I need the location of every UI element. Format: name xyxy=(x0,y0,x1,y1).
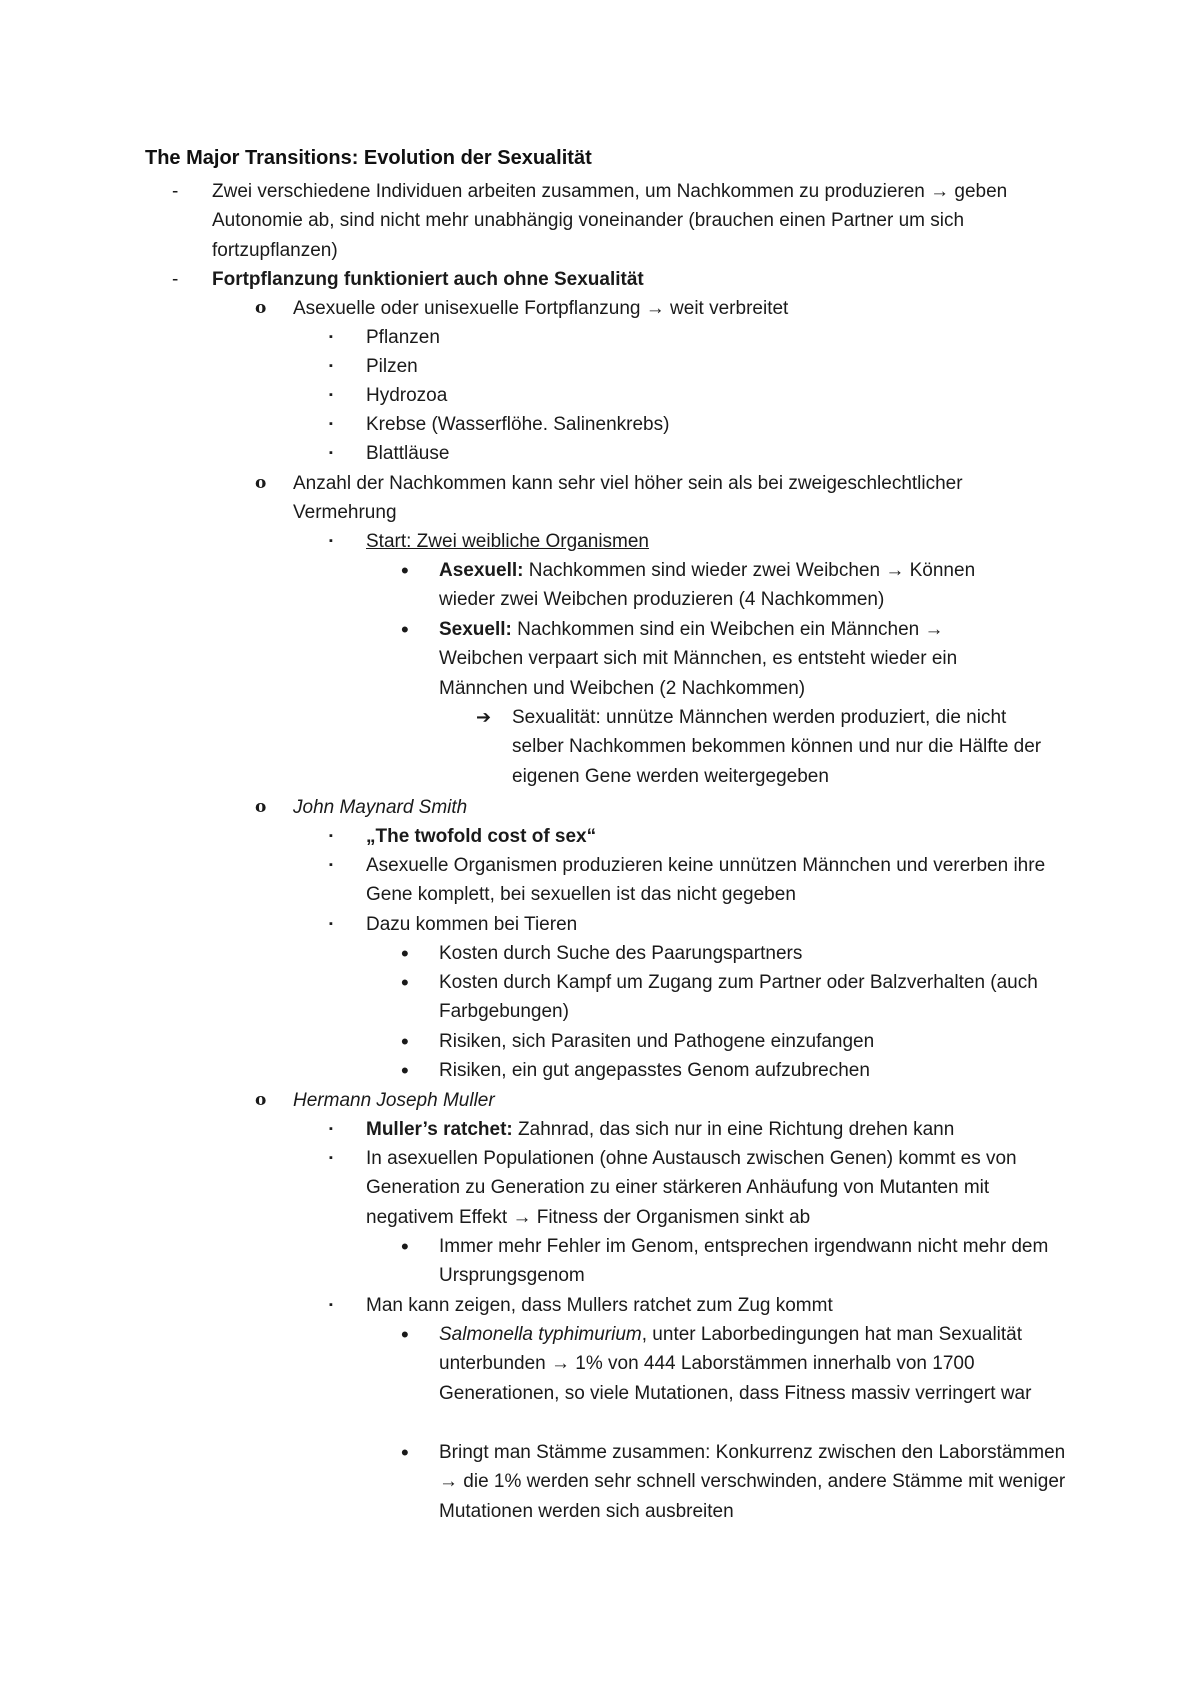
circle-bullet-icon: o xyxy=(255,1090,267,1110)
item-text: Bringt man Stämme zusammen: Konkurrenz zwischen den Laborstämmen → die 1% werden sehr schnell verschwinden, andere Stämme mit weniger Mutationen werden sich ausbreiten xyxy=(439,1442,1066,1522)
item-text: Dazu kommen bei Tieren xyxy=(366,914,578,935)
dot-bullet-icon: • xyxy=(401,617,409,642)
dot-bullet-icon: • xyxy=(401,1029,409,1054)
dot-bullet-icon: • xyxy=(401,1322,409,1347)
list-item xyxy=(329,1144,1076,1232)
list-item xyxy=(329,1115,1086,1144)
list-item xyxy=(255,1086,1033,1115)
list-item xyxy=(329,1291,1066,1320)
list-item xyxy=(401,556,1019,615)
square-bullet-icon: ▪ xyxy=(329,1299,333,1311)
list-item xyxy=(329,851,1066,910)
list-item xyxy=(476,703,1062,791)
item-label: Muller’s ratchet: xyxy=(366,1119,513,1140)
item-text: Krebse (Wasserflöhe. Salinenkrebs) xyxy=(366,414,670,435)
item-text: „The twofold cost of sex“ xyxy=(366,826,597,847)
item-text: Kosten durch Kampf um Zugang zum Partner oder Balzverhalten (auch Farbgebungen) xyxy=(439,972,1038,1023)
circle-bullet-icon: o xyxy=(255,298,267,318)
square-bullet-icon: ▪ xyxy=(329,535,333,547)
square-bullet-icon: ▪ xyxy=(329,360,333,372)
dash-bullet-icon: - xyxy=(172,269,179,290)
item-label: Asexuell: xyxy=(439,560,524,581)
item-text: Immer mehr Fehler im Genom, entsprechen irgendwann nicht mehr dem Ursprungsgenom xyxy=(439,1236,1049,1287)
item-text: Zahnrad, das sich nur in eine Richtung drehen kann xyxy=(518,1119,955,1140)
item-text: Blattläuse xyxy=(366,443,450,464)
item-text: Man kann zeigen, dass Mullers ratchet zum Zug kommt xyxy=(366,1295,833,1316)
item-text: Risiken, ein gut angepasstes Genom aufzubrechen xyxy=(439,1060,870,1081)
square-bullet-icon: ▪ xyxy=(329,859,333,871)
item-text: , unter Laborbedingungen hat man Sexualität unterbunden → 1% von 444 Laborstämmen innerhalb von 1700 Generationen, so viele Mutationen, dass Fitness massiv verringert war xyxy=(439,1324,1032,1404)
square-bullet-icon: ▪ xyxy=(329,830,333,842)
item-text: Pilzen xyxy=(366,356,418,377)
list-item xyxy=(329,352,1066,381)
document-title: The Major Transitions: Evolution der Sexualität xyxy=(145,147,592,169)
item-text: Nachkommen sind wieder zwei Weibchen → Können wieder zwei Weibchen produzieren (4 Nachkommen) xyxy=(439,560,976,611)
list-item xyxy=(401,1438,1079,1526)
item-text: John Maynard Smith xyxy=(293,797,468,818)
square-bullet-icon: ▪ xyxy=(329,389,333,401)
item-text: Kosten durch Suche des Paarungspartners xyxy=(439,943,803,964)
arrow-bullet-icon: ➔ xyxy=(476,707,492,727)
item-text: Asexuelle Organismen produzieren keine unnützen Männchen und vererben ihre Gene komplett, bei sexuellen ist das nicht gegeben xyxy=(366,855,1046,906)
square-bullet-icon: ▪ xyxy=(329,1152,333,1164)
species-name: Salmonella typhimurium xyxy=(439,1324,642,1345)
list-item xyxy=(172,177,1072,265)
circle-bullet-icon: o xyxy=(255,473,267,493)
list-item xyxy=(329,910,1066,939)
list-item xyxy=(255,294,1073,323)
item-text: Fortpflanzung funktioniert auch ohne Sexualität xyxy=(212,269,644,290)
list-item xyxy=(329,822,1066,851)
square-bullet-icon: ▪ xyxy=(329,331,333,343)
list-item xyxy=(329,410,1066,439)
circle-bullet-icon: o xyxy=(255,797,267,817)
dot-bullet-icon: • xyxy=(401,1440,409,1465)
item-text: Hermann Joseph Muller xyxy=(293,1090,495,1111)
list-item xyxy=(329,323,1066,352)
dot-bullet-icon: • xyxy=(401,970,409,995)
list-item xyxy=(401,1056,1059,1085)
list-item xyxy=(329,527,1066,556)
list-item xyxy=(401,968,1039,1027)
list-item xyxy=(255,793,1033,822)
list-item xyxy=(401,1232,1079,1291)
list-item xyxy=(401,1320,1079,1408)
item-text: Anzahl der Nachkommen kann sehr viel höher sein als bei zweigeschlechtlicher Vermehrung xyxy=(293,473,963,524)
item-label: Sexuell: xyxy=(439,619,512,640)
square-bullet-icon: ▪ xyxy=(329,918,333,930)
dot-bullet-icon: • xyxy=(401,1234,409,1259)
list-item xyxy=(329,439,1066,468)
item-text: In asexuellen Populationen (ohne Austausch zwischen Genen) kommt es von Generation zu Generation zu einer stärkeren Anhäufung von Mutanten mit negativem Effekt → Fitness der Organismen sinkt ab xyxy=(366,1148,1017,1228)
square-bullet-icon: ▪ xyxy=(329,447,333,459)
dot-bullet-icon: • xyxy=(401,941,409,966)
item-text: Sexualität: unnütze Männchen werden produziert, die nicht selber Nachkommen bekommen können und nur die Hälfte der eigenen Gene werden weitergegeben xyxy=(512,707,1042,787)
list-item xyxy=(255,469,1033,528)
list-item xyxy=(401,615,1019,703)
item-text: Asexuelle oder unisexuelle Fortpflanzung → weit verbreitet xyxy=(293,298,789,319)
dash-bullet-icon: - xyxy=(172,181,179,202)
item-text: Hydrozoa xyxy=(366,385,448,406)
item-text: Zwei verschiedene Individuen arbeiten zusammen, um Nachkommen zu produzieren → geben Autonomie ab, sind nicht mehr unabhängig voneinander (brauchen einen Partner um sich fortzupflanzen) xyxy=(212,181,1008,261)
dot-bullet-icon: • xyxy=(401,1058,409,1083)
list-item xyxy=(172,265,1072,294)
square-bullet-icon: ▪ xyxy=(329,418,333,430)
item-text: Start: Zwei weibliche Organismen xyxy=(366,531,649,552)
list-item xyxy=(401,1027,1059,1056)
item-text: Pflanzen xyxy=(366,327,440,348)
list-item xyxy=(401,939,1059,968)
list-item xyxy=(329,381,1066,410)
item-text: Risiken, sich Parasiten und Pathogene einzufangen xyxy=(439,1031,875,1052)
dot-bullet-icon: • xyxy=(401,558,409,583)
square-bullet-icon: ▪ xyxy=(329,1123,333,1135)
item-text: Nachkommen sind ein Weibchen ein Männchen → Weibchen verpaart sich mit Männchen, es entsteht wieder ein Männchen und Weibchen (2 Nachkommen) xyxy=(439,619,958,699)
